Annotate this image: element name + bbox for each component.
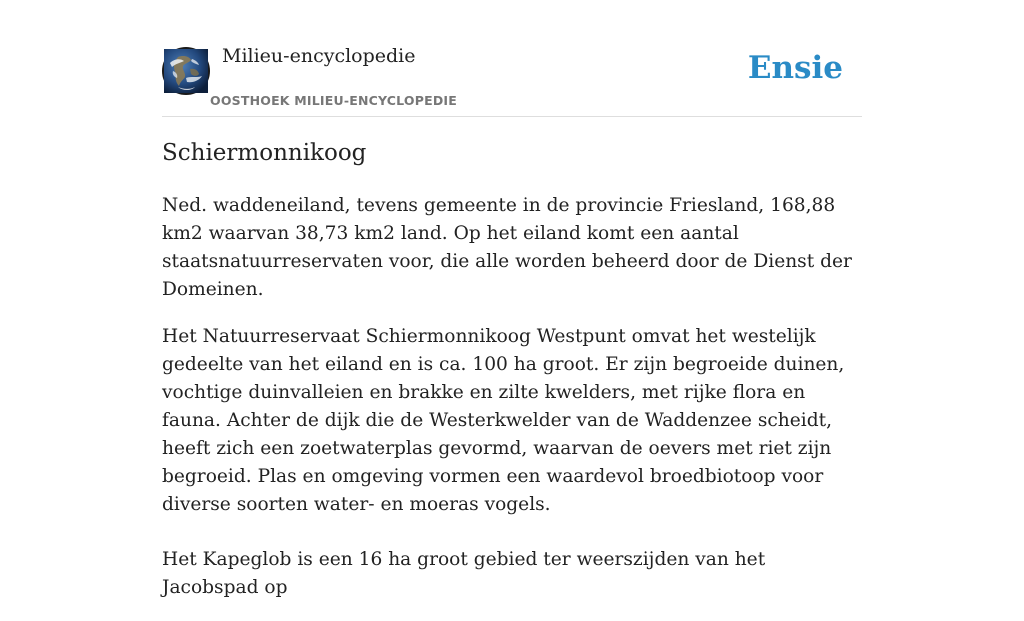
site-title[interactable]: Milieu-encyclopedie	[222, 45, 416, 67]
article-body	[162, 192, 864, 621]
page-container	[162, 0, 862, 598]
avatar[interactable]	[162, 47, 210, 95]
site-header	[162, 0, 862, 117]
earth-globe-icon	[164, 49, 208, 93]
article-paragraph: Het Natuurreservaat Schiermonnikoog Westpunt omvat het westelijk gedeelte van het eiland en is ca. 100 ha groot. Er zijn begroeide duinen, vochtige duinvalleien en brakke en zilte kwelders, met rijke flora en fauna. Achter de dijk die de Westerkwelder van de Waddenzee scheidt, heeft zich een zoetwaterplas gevormd, waarvan de oevers met riet zijn begroeid. Plas en omgeving vormen een waardevol broedbiotoop voor diverse soorten water- en moeras vogels.	[162, 326, 845, 515]
page-title: Schiermonnikoog	[162, 140, 367, 166]
site-subtitle[interactable]: OOSTHOEK MILIEU-ENCYCLOPEDIE	[210, 93, 457, 108]
ensie-logo-link[interactable]: Ensie	[747, 50, 843, 86]
article-paragraph: Het Kapeglob is een 16 ha groot gebied ter weerszijden van het Jacobspad op	[162, 549, 766, 598]
article-paragraph: Ned. waddeneiland, tevens gemeente in de provincie Friesland, 168,88 km2 waarvan 38,73 km2 land. Op het eiland komt een aantal staatsnatuurreservaten voor, die alle worden beheerd door de Dienst der Domeinen.	[162, 195, 852, 300]
